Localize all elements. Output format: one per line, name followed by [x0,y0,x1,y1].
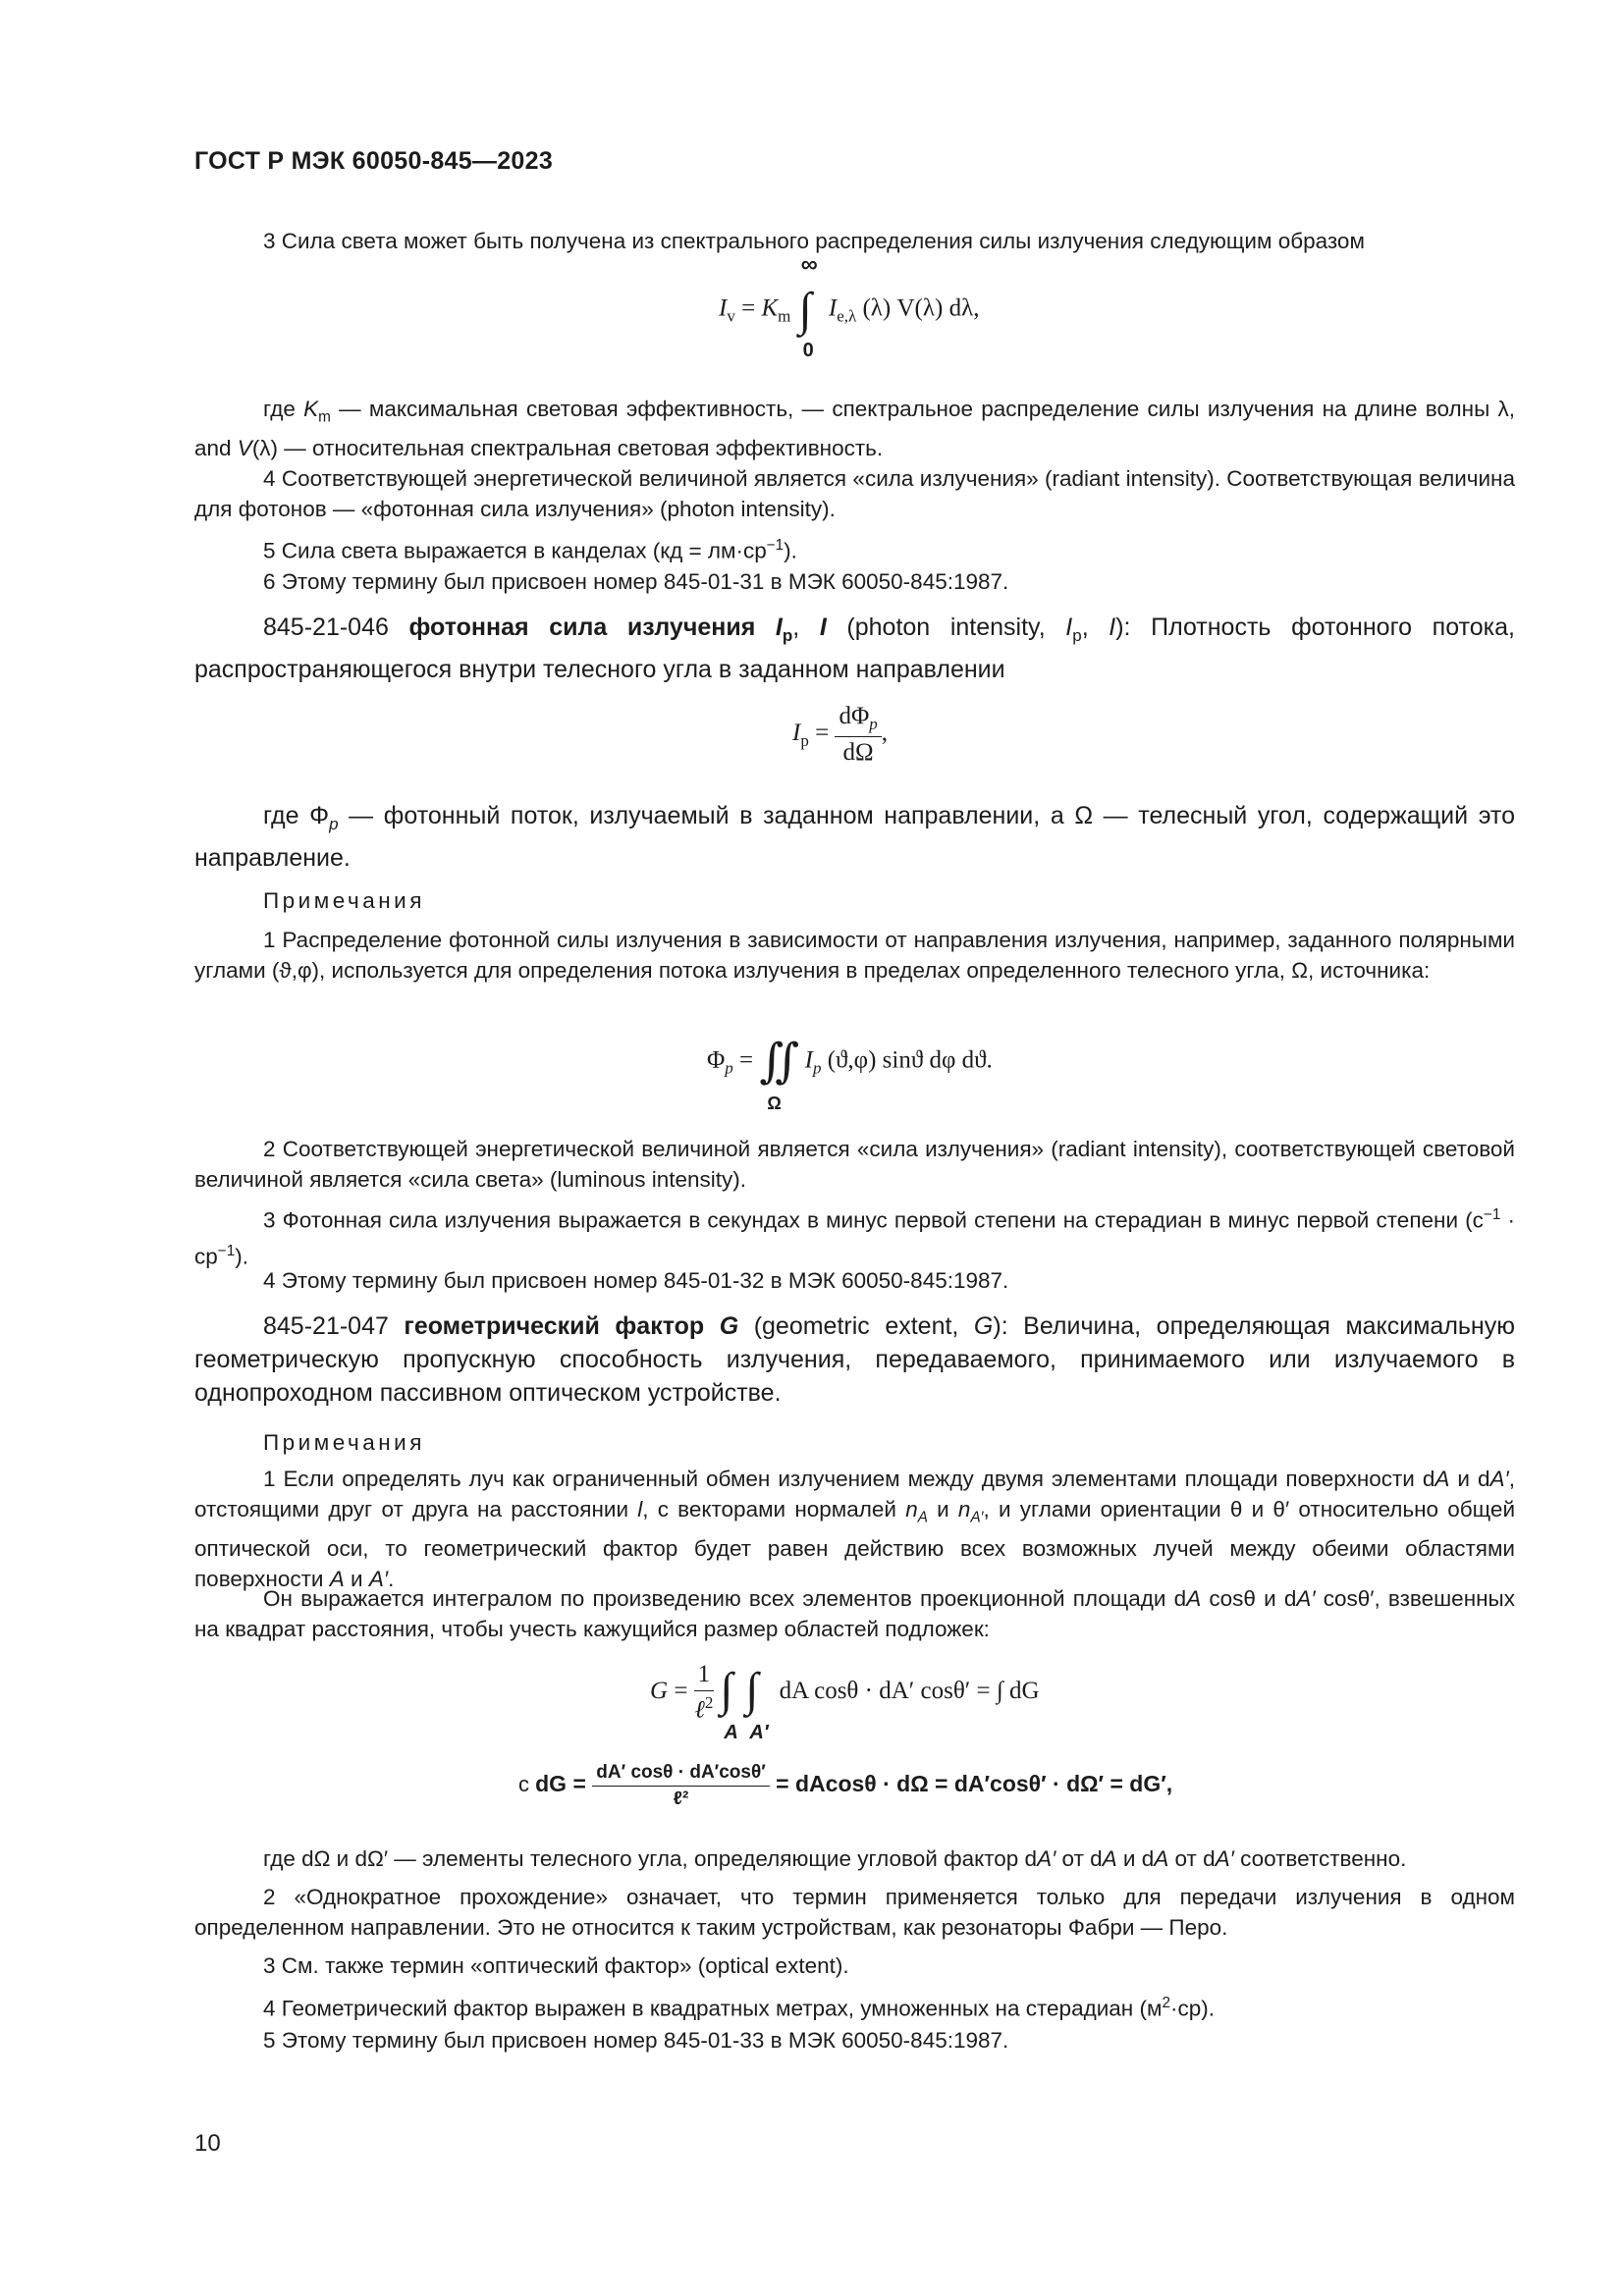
note-1-geometric: 1 Если определять луч как ограниченный обмен излучением между двумя элементами площади поверхности dA и dA′, отстоящими друг от друга на расстоянии l, с векторами нормалей $n_A$ и $n_{A'}$, и углами ориентации θ и θ′ относительно общей оптической оси, то геометрический фактор будет равен действию всех возможных лучей между обеими областями поверхности A и A′. [194,1467,1516,1591]
equation-luminous-intensity: $I_v = K_m$ ∫ ∞ 0 $I_{e,\lambda}$ (λ) V(λ) dλ, [719,251,980,361]
expression-paragraph: Он выражается интегралом по произведению всех элементов проекционной площади dA cosθ и dA′ cosθ′, взвешенных на квадрат расстояния, чтобы учесть кажущийся размер областей подложек: [194,1586,1515,1641]
note-4-photon: 4 Этому термину был присвоен номер 845-01-32 в МЭК 60050-845:1987. [263,1268,1009,1293]
where-omega-paragraph: где dΩ и dΩ′ — элементы телесного угла, определяющие угловой фактор dA′ от dA и dA от dA′ соответственно. [263,1846,1407,1871]
page-number: 10 [194,2130,221,2157]
notes-heading-047: Примечания [263,1430,425,1455]
note-4-geometric: 4 Геометрический фактор выражен в квадратных метрах, умноженных на стерадиан $(м^2\cdot ср)$. [263,1995,1215,2021]
note-3-luminous: 3 Сила света может быть получена из спектрального распределения силы излучения следующим образом [263,229,1365,253]
equation-geometric-extent: G = $\frac{1}{\ell^2}$ ∫ ∫ A A′ dA cosθ · dA′ cosθ′ = ∫ dG [650,1661,1040,1744]
note-5-geometric: 5 Этому термину был присвоен номер 845-01-33 в МЭК 60050-845:1987. [263,2028,1009,2053]
note-6-luminous: 6 Этому термину был присвоен номер 845-01-31 в МЭК 60050-845:1987. [263,569,1009,594]
note-3-geometric: 3 См. также термин «оптический фактор» (optical extent). [263,1953,849,1978]
equation-dG: с dG = $\frac{dA' \cos\theta \cdot dA'\cos\theta'}{\text{ℓ²}}$ = dAcosθ · dΩ = dA′cosθ′ · dΩ′ = dG′, [518,1762,1173,1809]
notes-heading-046: Примечания [263,888,425,913]
page-header: ГОСТ Р МЭК 60050-845—2023 [194,147,554,175]
term-845-21-046: 845-21-046 фотонная сила излучения $I_p$, I (photon intensity, $I_p$, I): Плотность фотонного потока, распространяющегося внутри телесного угла в заданном направлении [194,614,1515,683]
where-km-paragraph: где $K_m$ — максимальная световая эффективность, — спектральное распределение силы излучения на длине волны λ, and V(λ) — относительная спектральная световая эффективность. [194,397,1515,460]
equation-photon-intensity: $I_p$ = $\frac{d\Phi_p}{d\Omega}$ , [792,703,888,766]
note-2-geometric: 2 «Однократное прохождение» означает, что термин применяется только для передачи излучения в одном определенном направлении. Это не относится к таким устройствам, как резонаторы Фабри — Перо. [194,1885,1515,1940]
note-1-photon: 1 Распределение фотонной силы излучения в зависимости от направления излучения, например, заданного полярными углами (ϑ,φ), используется для определения потока излучения в пределах определенного телесного угла, Ω, источника: [194,928,1515,983]
note-4-luminous: 4 Соответствующей энергетической величиной является «сила излучения» (radiant intensity). Соответствующая величина для фотонов — «фотонная сила излучения» (photon intensity). [194,466,1515,521]
equation-photon-flux: $\Phi_p$ = ∬ Ω $I_p$ (ϑ,φ) sinϑ dφ dϑ. [707,1036,993,1113]
where-phi-paragraph: где $\Phi_p$ — фотонный поток, излучаемый в заданном направлении, а Ω — телесный угол, содержащий это направление. [194,802,1515,872]
note-3-photon: 3 Фотонная сила излучения выражается в секундах в минус первой степени на стерадиан в минус первой степени $(с^{-1} \cdot ср^{-1})$. [194,1206,1515,1268]
term-845-21-047: 845-21-047 геометрический фактор G (geometric extent, G): Величина, определяющая максимальную геометрическую пропускную способность излучения, передаваемого, принимаемого или излучаемого в однопроходном пассивном оптическом устройстве. [194,1312,1515,1407]
note-5-luminous: 5 Сила света выражается в канделах $(кд = лм\cdot ср^{-1})$. [263,537,797,563]
note-2-photon: 2 Соответствующей энергетической величиной является «сила излучения» (radiant intensity), соответствующей световой величиной является «сила света» (luminous intensity). [194,1137,1515,1192]
